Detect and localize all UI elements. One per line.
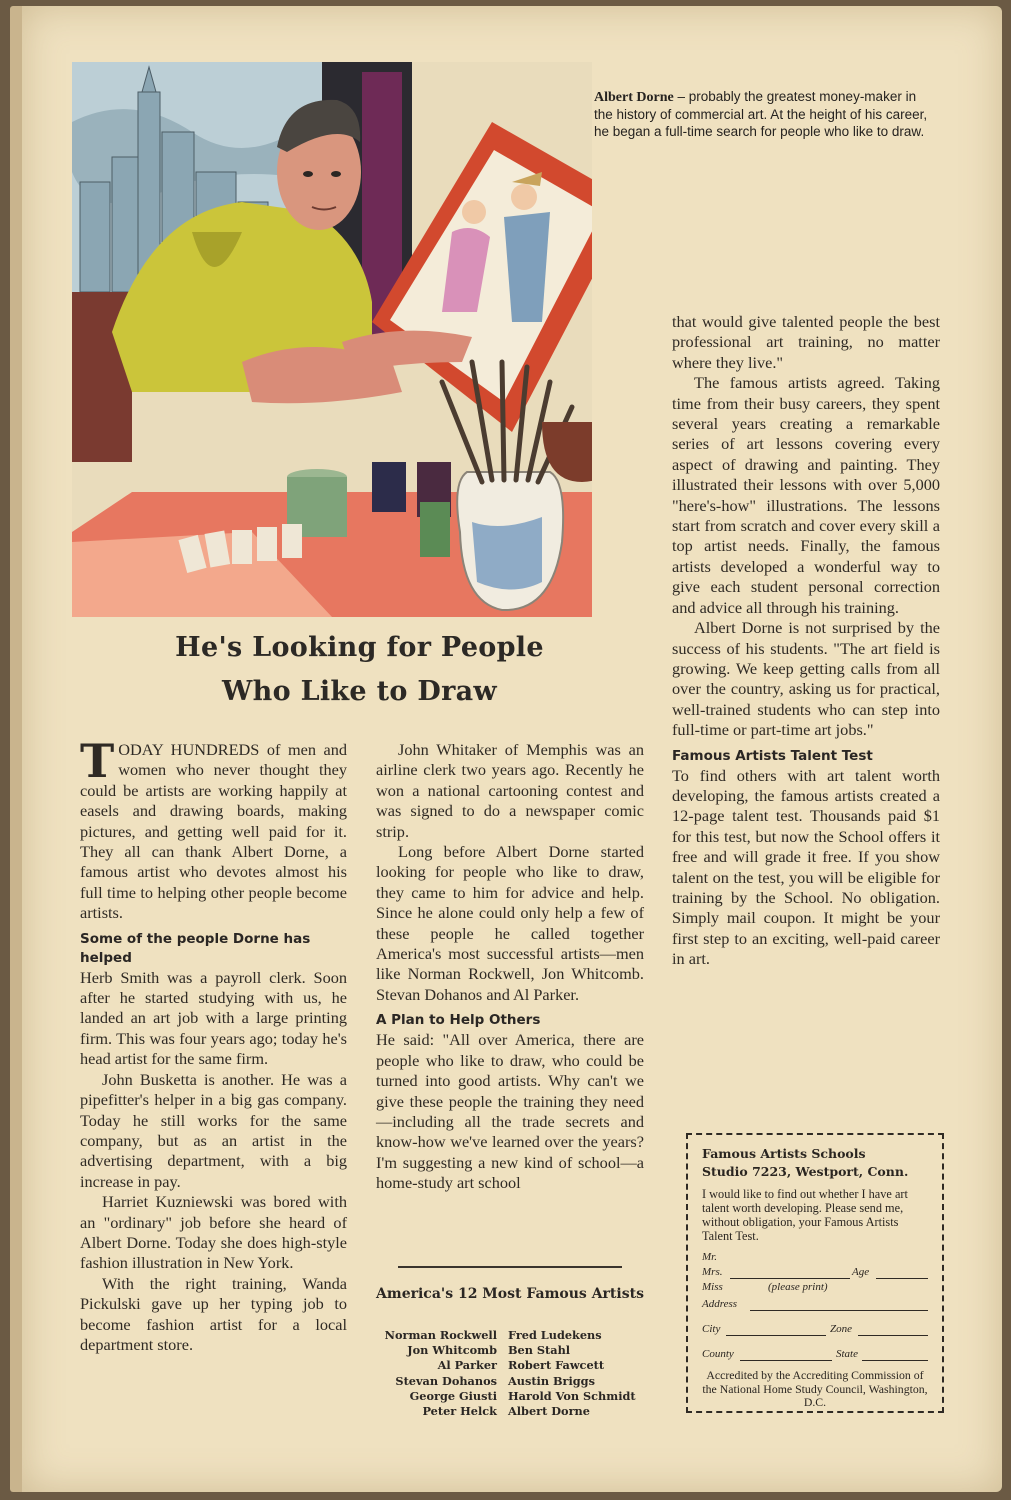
label-state: State	[836, 1348, 858, 1360]
artist-name: Al Parker	[437, 1358, 497, 1373]
artist-name: Ben Stahl	[508, 1343, 571, 1358]
coupon-field-name-age[interactable]	[702, 1266, 928, 1281]
subhead-plan: A Plan to Help Others	[376, 1012, 541, 1029]
intro-paragraph	[80, 734, 348, 924]
article-column-1	[80, 734, 348, 1355]
subhead-talent-test: Famous Artists Talent Test	[672, 747, 873, 764]
coupon-field-mr[interactable]	[702, 1251, 928, 1266]
label-miss: Miss	[702, 1281, 723, 1293]
illustration-caption	[594, 88, 934, 140]
artist-name: Jon Whitcomb	[407, 1343, 497, 1358]
subhead-some-people: Some of the people Dorne has helped	[80, 930, 311, 966]
paragraph-long-before: Long before Albert Dorne started looking for people who like to draw, they came to him for advice and help. Since he alone could only help a few of these people he called together America's most successful artists—men like Norman Rockwell, Jon Whitcomb. Stevan Dohanos and Al Parker.	[376, 842, 644, 1004]
intro-text: of men and women who never thought they could be artists are working happily at easels and drawing boards, making pictures, and getting well paid for it. They all can thank Albert Dorne, a famous artist who devotes almost his full time to helping other people become artists.	[80, 740, 348, 923]
albert-dorne-illustration	[72, 62, 592, 617]
paragraph-herb-smith: Herb Smith was a payroll clerk. Soon after he started studying with us, he landed an art job with a large printing firm. This was four years ago; today he's head artist for the same firm.	[80, 967, 347, 1069]
caption-text: – probably the greatest money-maker in the history of commercial art. At the height of his career, he began a full-time search for people who like to draw.	[594, 89, 928, 139]
artist-name: Norman Rockwell	[384, 1328, 497, 1342]
artist-name: Fred Ludekens	[508, 1328, 602, 1342]
coupon-request-text: I would like to find out whether I have art talent worth developing. Please send me, without obligation, your Famous Artists Talent Test.	[702, 1187, 908, 1243]
article-column-2	[376, 740, 644, 1194]
label-address: Address	[702, 1298, 738, 1310]
coupon-school-name: Famous Artists Schools	[702, 1146, 866, 1161]
label-mrs: Mrs.	[702, 1266, 723, 1278]
article-column-3	[672, 312, 940, 970]
artist-name: Robert Fawcett	[508, 1358, 605, 1373]
label-please-print: (please print)	[768, 1281, 828, 1293]
paragraph-john-whitaker: John Whitaker of Memphis was an airline clerk two years ago. Recently he won a national cartooning contest and was signed to do a newspaper comic strip.	[376, 740, 644, 841]
artist-name: Peter Helck	[422, 1404, 497, 1418]
artist-name: George Giusti	[409, 1388, 497, 1403]
headline-line-1: He's Looking for People	[175, 632, 544, 663]
artist-name: Stevan Dohanos	[395, 1373, 497, 1388]
coupon-field-county-state[interactable]	[702, 1348, 928, 1363]
label-zone: Zone	[830, 1323, 852, 1335]
paragraph-continued: that would give talented people the best professional art training, no matter where they live."	[672, 312, 940, 372]
paragraph-he-said: He said: "All over America, there are people who like to draw, who could be turned into good artists. Why can't we give these people the training they need—including all the trade secrets and know-how we've learned over the years? I'm suggesting a new kind of school—a home-study art school	[376, 1030, 644, 1193]
artist-name: Albert Dorne	[508, 1404, 590, 1418]
coupon-field-address[interactable]	[702, 1298, 928, 1313]
coupon-form	[702, 1251, 928, 1363]
drop-cap: T	[80, 734, 115, 788]
coupon-field-miss[interactable]	[702, 1281, 928, 1296]
label-mr: Mr.	[702, 1251, 717, 1263]
artist-name: Harold Von Schmidt	[508, 1388, 636, 1403]
label-age: Age	[852, 1266, 870, 1278]
paragraph-artists-agreed: The famous artists agreed. Taking time from their busy careers, they spent several years creating a remarkable series of art lessons covering every aspect of drawing and painting. They illustrated their lessons with over 5,000 "here's-how" illustrations. The lessons start from scratch and cover every skill a top artist needs. Finally, the famous artists developed a wonderful way to give each student personal correction and advice all through his training.	[672, 373, 940, 617]
coupon-address: Studio 7223, Westport, Conn.	[702, 1164, 909, 1179]
label-county: County	[702, 1348, 734, 1360]
mail-coupon[interactable]	[686, 1133, 944, 1413]
paragraph-not-surprised: Albert Dorne is not surprised by the success of his students. "The art field is growing. We keep getting calls from all over the country, asking us for practical, well-trained students who can step into full-time or part-time art jobs."	[672, 618, 940, 740]
paragraph-john-busketta: John Busketta is another. He was a pipefitter's helper in a big gas company. Today he still works for the same company, but as an artist in the advertising department, with a big increase in pay.	[80, 1069, 347, 1191]
artists-list-title: America's 12 Most Famous Artists	[376, 1286, 644, 1302]
coupon-title	[702, 1145, 928, 1181]
paragraph-harriet-kuzniewski: Harriet Kuzniewski was bored with an "ordinary" job before she heard of Albert Dorne. Today she does high-style fashion illustration in New York.	[80, 1192, 347, 1273]
coupon-accreditation: Accredited by the Accrediting Commission of the National Home Study Council, Washington, D.C.	[702, 1368, 928, 1409]
artist-name: Austin Briggs	[508, 1373, 595, 1388]
paragraph-wanda-pickulski: With the right training, Wanda Pickulski gave up her typing job to become fashion artist for a local department store.	[80, 1273, 347, 1354]
coupon-field-city-zone[interactable]	[702, 1323, 928, 1338]
intro-lead: ODAY HUNDREDS	[118, 740, 260, 759]
label-city: City	[702, 1323, 721, 1335]
headline-line-2: Who Like to Draw	[222, 676, 497, 707]
divider-rule	[398, 1266, 622, 1268]
paragraph-talent-test: To find others with art talent worth developing, the famous artists created a 12-page talent test. Thousands paid $1 for this test, but now the School offers it free and will grade it free. If you show talent on the test, you will be eligible for training by the School. No obligation. Simply mail coupon. It might be your first step to an exciting, well-paid career in art.	[672, 765, 940, 969]
caption-name: Albert Dorne	[594, 90, 674, 105]
